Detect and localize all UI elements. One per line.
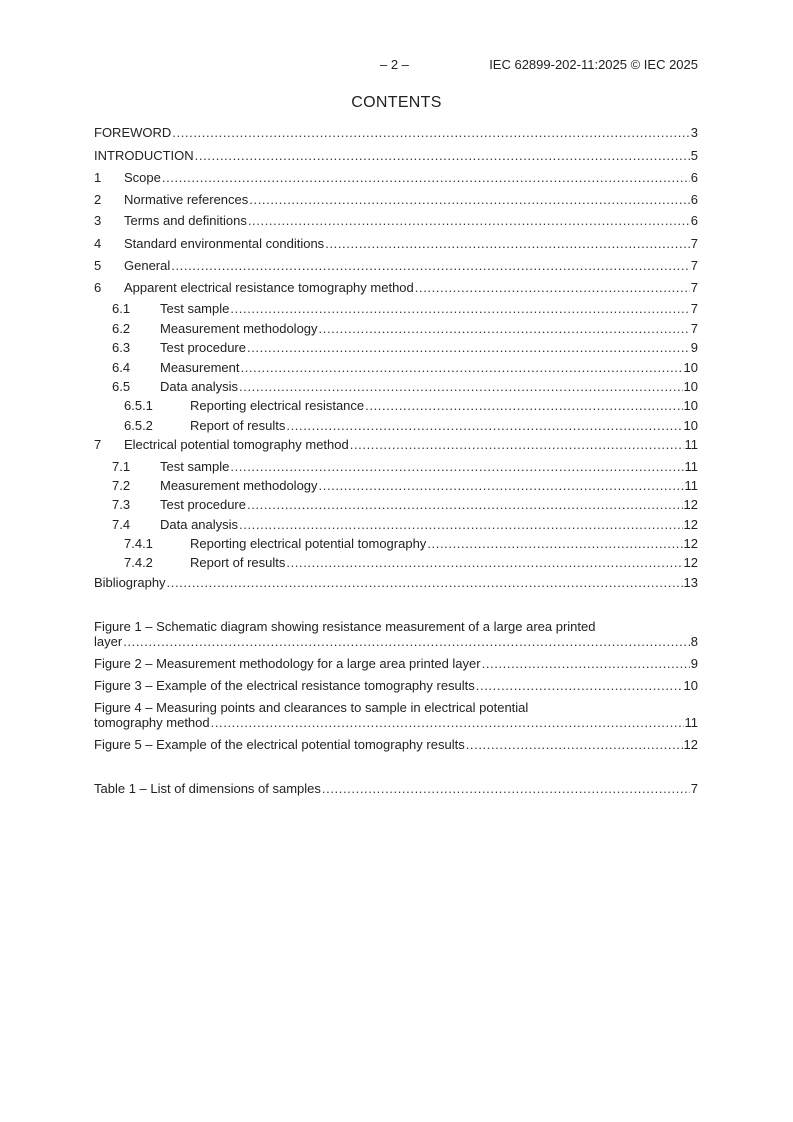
toc-label: Test sample [160, 301, 230, 316]
toc-label: Apparent electrical resistance tomography method [124, 280, 414, 295]
toc-number: 6.1 [112, 301, 131, 316]
leader-dots [482, 656, 690, 672]
toc-entry-6-2[interactable] [112, 321, 698, 337]
leader-dots [247, 340, 690, 356]
toc-entry-7-4-2[interactable] [124, 555, 698, 571]
toc-entry-bibliography[interactable] [94, 575, 698, 591]
toc-entry-figure-4[interactable] [94, 715, 698, 731]
leader-dots [247, 497, 683, 513]
toc-entry-table-1[interactable] [94, 781, 698, 797]
toc-label: layer [94, 634, 123, 649]
toc-entry-figure-2[interactable] [94, 656, 698, 672]
leader-dots [248, 213, 690, 229]
figure-4-title-line1: Figure 4 – Measuring points and clearances to sample in electrical potential [94, 700, 529, 715]
leader-dots [240, 360, 682, 376]
toc-number: 6.5 [112, 379, 131, 394]
leader-dots [365, 398, 682, 414]
toc-number: 7.3 [112, 497, 131, 512]
toc-page: 10 [683, 398, 698, 413]
leader-dots [171, 258, 690, 274]
figure-1-title-line1: Figure 1 – Schematic diagram showing resistance measurement of a large area printed [94, 619, 596, 634]
toc-page: 6 [690, 213, 698, 228]
toc-page: 11 [684, 437, 698, 452]
toc-page: 6 [690, 192, 698, 207]
toc-number: 5 [94, 258, 102, 273]
toc-entry-7-2[interactable] [112, 478, 698, 494]
toc-label: Figure 2 – Measurement methodology for a large area printed layer [94, 656, 481, 671]
toc-page: 6 [690, 170, 698, 185]
toc-entry-introduction[interactable] [94, 148, 698, 164]
toc-number: 4 [94, 236, 102, 251]
leader-dots [319, 321, 690, 337]
toc-page: 11 [684, 459, 698, 474]
toc-number: 7 [94, 437, 102, 452]
toc-number: 1 [94, 170, 102, 185]
toc-entry-2[interactable] [94, 192, 698, 208]
toc-entry-6-5-1[interactable] [124, 398, 698, 414]
toc-page: 8 [690, 634, 698, 649]
toc-number: 6.5.1 [124, 398, 153, 413]
toc-entry-6-5[interactable] [112, 379, 698, 395]
toc-label: General [124, 258, 171, 273]
toc-label: Report of results [190, 418, 286, 433]
toc-label: Reporting electrical potential tomography [190, 536, 427, 551]
toc-label: Test sample [160, 459, 230, 474]
toc-page: 11 [684, 715, 698, 730]
leader-dots [123, 634, 690, 650]
toc-page: 10 [683, 678, 698, 693]
toc-label: Report of results [190, 555, 286, 570]
toc-entry-6-3[interactable] [112, 340, 698, 356]
page-title: CONTENTS [351, 94, 442, 111]
toc-page: 12 [683, 737, 698, 752]
toc-number: 6.4 [112, 360, 131, 375]
toc-number: 7.4 [112, 517, 131, 532]
leader-dots [350, 437, 684, 453]
toc-entry-7-4[interactable] [112, 517, 698, 533]
toc-page: 12 [683, 536, 698, 551]
toc-page: 10 [683, 379, 698, 394]
toc-page: 3 [690, 125, 698, 140]
toc-number: 6 [94, 280, 102, 295]
leader-dots [286, 555, 682, 571]
toc-label: Test procedure [160, 340, 246, 355]
toc-entry-figure-3[interactable] [94, 678, 698, 694]
toc-entry-7[interactable] [94, 437, 698, 453]
toc-label: Scope [124, 170, 161, 185]
toc-entry-7-3[interactable] [112, 497, 698, 513]
toc-number: 7.4.2 [124, 555, 153, 570]
toc-page: 7 [690, 321, 698, 336]
toc-page: 7 [690, 280, 698, 295]
toc-entry-5[interactable] [94, 258, 698, 274]
leader-dots [286, 418, 682, 434]
toc-label: Electrical potential tomography method [124, 437, 349, 452]
toc-entry-figure-1[interactable] [94, 634, 698, 650]
leader-dots [230, 459, 683, 475]
toc-entry-3[interactable] [94, 213, 698, 229]
leader-dots [325, 236, 690, 252]
toc-page: 12 [683, 517, 698, 532]
toc-number: 6.3 [112, 340, 131, 355]
toc-label: Measurement [160, 360, 240, 375]
leader-dots [466, 737, 683, 753]
toc-label: FOREWORD [94, 125, 172, 140]
leader-dots [172, 125, 689, 141]
toc-entry-figure-5[interactable] [94, 737, 698, 753]
leader-dots [230, 301, 689, 317]
toc-number: 7.1 [112, 459, 131, 474]
page-number: – 2 – [380, 57, 409, 72]
toc-number: 7.4.1 [124, 536, 153, 551]
toc-entry-7-4-1[interactable] [124, 536, 698, 552]
leader-dots [249, 192, 689, 208]
leader-dots [415, 280, 690, 296]
toc-number: 6.2 [112, 321, 131, 336]
toc-number: 6.5.2 [124, 418, 153, 433]
leader-dots [239, 517, 682, 533]
toc-entry-6[interactable] [94, 280, 698, 296]
toc-label: Figure 5 – Example of the electrical potential tomography results [94, 737, 465, 752]
toc-label: Reporting electrical resistance [190, 398, 365, 413]
toc-entry-foreword[interactable] [94, 125, 698, 141]
toc-label: Measurement methodology [160, 478, 318, 493]
toc-entry-7-1[interactable] [112, 459, 698, 475]
leader-dots [427, 536, 682, 552]
leader-dots [239, 379, 682, 395]
toc-label: Standard environmental conditions [124, 236, 325, 251]
toc-page: 5 [690, 148, 698, 163]
toc-entry-4[interactable] [94, 236, 698, 252]
leader-dots [195, 148, 690, 164]
toc-page: 7 [690, 301, 698, 316]
toc-page: 7 [690, 781, 698, 796]
toc-label: tomography method [94, 715, 210, 730]
leader-dots [211, 715, 684, 731]
toc-entry-1[interactable] [94, 170, 698, 186]
toc-page: 12 [683, 497, 698, 512]
toc-label: Test procedure [160, 497, 246, 512]
toc-entry-6-1[interactable] [112, 301, 698, 317]
toc-entry-6-4[interactable] [112, 360, 698, 376]
toc-page: 10 [683, 418, 698, 433]
toc-number: 7.2 [112, 478, 131, 493]
toc-label: Table 1 – List of dimensions of samples [94, 781, 321, 796]
toc-label: Normative references [124, 192, 249, 207]
toc-number: 3 [94, 213, 102, 228]
leader-dots [162, 170, 690, 186]
leader-dots [322, 781, 690, 797]
toc-page: 7 [690, 258, 698, 273]
toc-label: Data analysis [160, 379, 239, 394]
toc-page: 9 [690, 340, 698, 355]
toc-page: 12 [683, 555, 698, 570]
toc-page: 7 [690, 236, 698, 251]
toc-page: 13 [683, 575, 698, 590]
toc-number: 2 [94, 192, 102, 207]
toc-label: Bibliography [94, 575, 166, 590]
toc-label: INTRODUCTION [94, 148, 194, 163]
leader-dots [476, 678, 683, 694]
leader-dots [319, 478, 684, 494]
toc-page: 9 [690, 656, 698, 671]
leader-dots [167, 575, 683, 591]
toc-label: Data analysis [160, 517, 239, 532]
standard-reference: IEC 62899-202-11:2025 © IEC 2025 [489, 57, 698, 72]
toc-label: Terms and definitions [124, 213, 247, 228]
toc-entry-6-5-2[interactable] [124, 418, 698, 434]
toc-page: 11 [684, 478, 698, 493]
toc-label: Figure 3 – Example of the electrical resistance tomography results [94, 678, 475, 693]
page-header [0, 57, 793, 73]
toc-label: Measurement methodology [160, 321, 318, 336]
toc-page: 10 [683, 360, 698, 375]
